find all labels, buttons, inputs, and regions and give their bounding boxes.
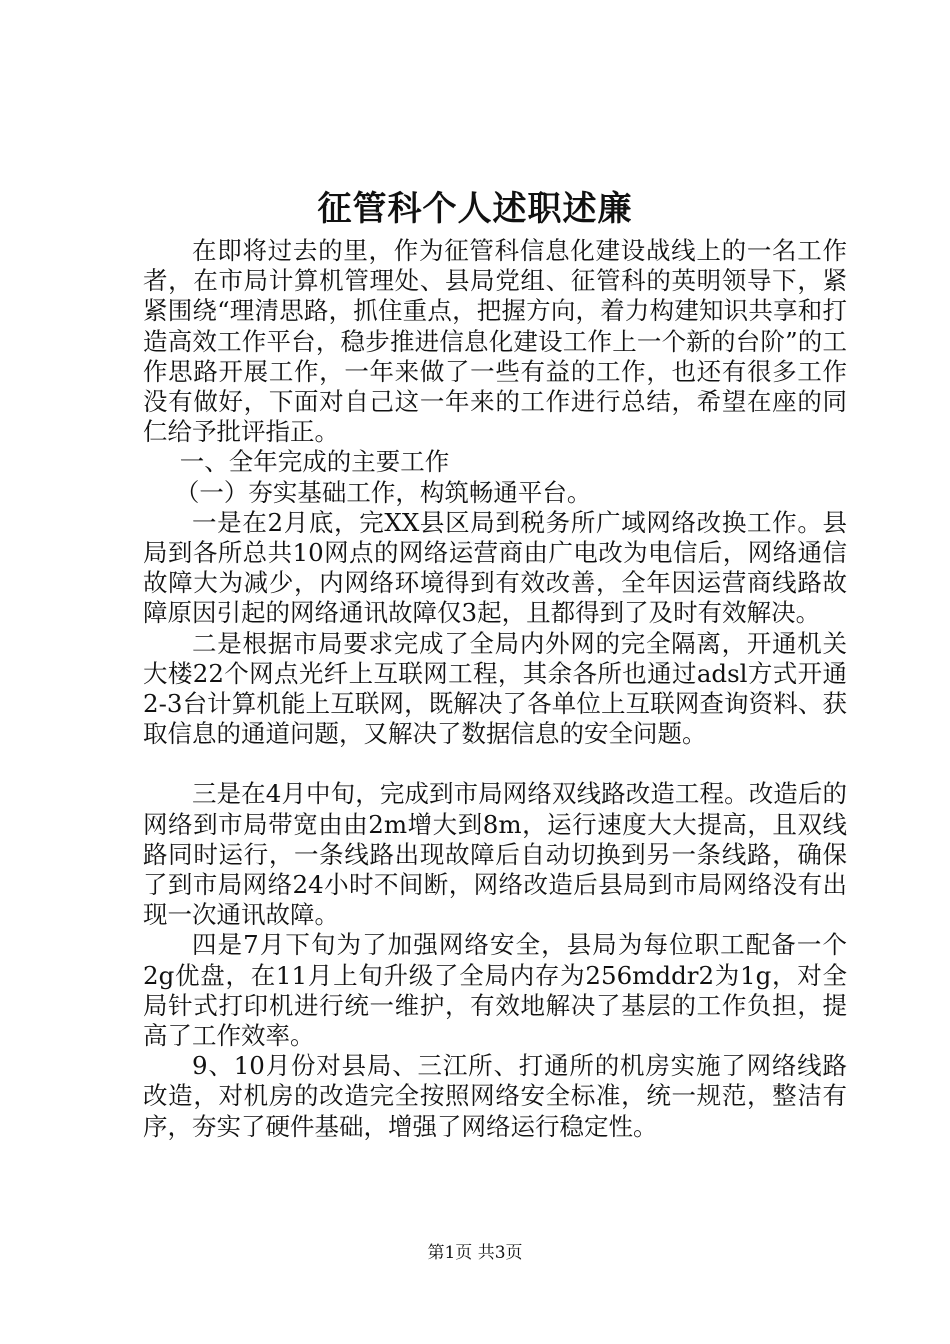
intro-paragraph: 在即将过去的里，作为征管科信息化建设战线上的一名工作者，在市局计算机管理处、县局党组、征管科的英明领导下，紧紧围绕“理清思路，抓住重点，把握方向，着力构建知识共享和打造高效工作平台，稳步推进信息化建设工作上一个新的台阶”的工作思路开展工作，一年来做了一些有益的工作，也还有很多工作没有做好，下面对自己这一年来的工作进行总结，希望在座的同仁给予批评指正。 (143, 236, 847, 447)
work-item-paragraph: 三是在4月中旬，完成到市局网络双线路改造工程。改造后的网络到市局带宽由由2m增大到8m，运行速度大大提高，且双线路同时运行，一条线路出现故障后自动切换到另一条线路，确保了到市局网络24小时不间断，网络改造后县局到市局网络没有出现一次通讯故障。 (143, 779, 847, 930)
subsection-heading: （一）夯实基础工作，构筑畅通平台。 (174, 477, 592, 507)
section-heading: 一、全年完成的主要工作 (179, 447, 450, 477)
work-item-paragraph: 四是7月下旬为了加强网络安全，县局为每位职工配备一个2g优盘，在11月上旬升级了全局内存为256mddr2为1g，对全局针式打印机进行统一维护，有效地解决了基层的工作负担，提高了工作效率。 (143, 930, 847, 1051)
page-number: 第1页 共3页 (427, 1243, 523, 1263)
work-item-paragraph: 9、10月份对县局、三江所、打通所的机房实施了网络线路改造，对机房的改造完全按照网络安全标准，统一规范，整洁有序，夯实了硬件基础，增强了网络运行稳定性。 (143, 1051, 847, 1141)
document-title: 征管科个人述职述廉 (317, 189, 633, 229)
work-item-paragraph: 二是根据市局要求完成了全局内外网的完全隔离，开通机关大楼22个网点光纤上互联网工程，其余各所也通过adsl方式开通2-3台计算机能上互联网，既解决了各单位上互联网查询资料、获取信息的通道问题，又解决了数据信息的安全问题。 (143, 628, 847, 749)
work-item-paragraph: 一是在2月底，完XX县区局到税务所广域网络改换工作。县局到各所总共10网点的网络运营商由广电改为电信后，网络通信故障大为减少，内网络环境得到有效改善，全年因运营商线路故障原因引起的网络通讯故障仅3起，且都得到了及时有效解决。 (143, 507, 847, 628)
paragraph-gap (143, 749, 847, 779)
document-body (143, 236, 847, 1142)
